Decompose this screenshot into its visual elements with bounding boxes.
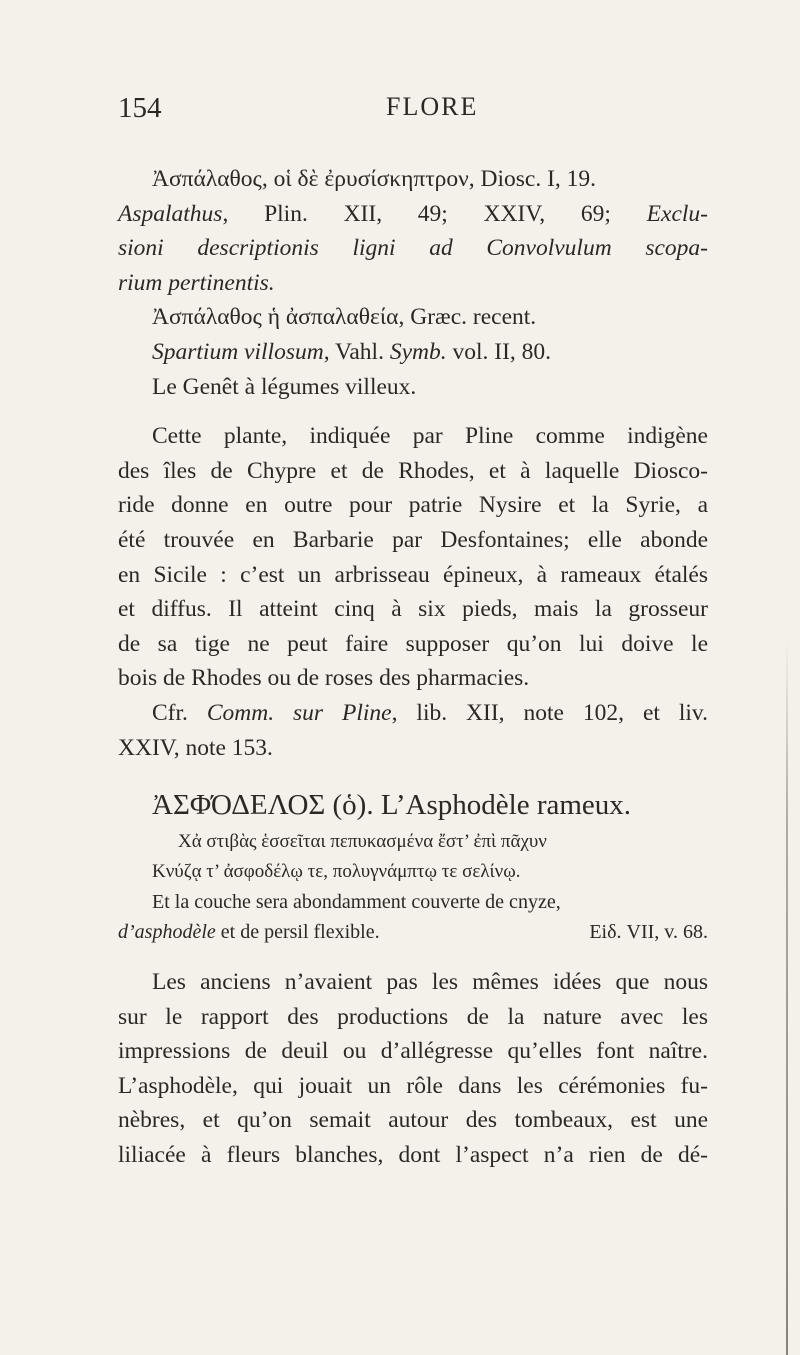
- paragraph-line: Cfr. Comm. sur Pline, lib. XII, note 102, et liv.: [152, 699, 709, 726]
- paragraph-line: Les anciens n’avaient pas les mêmes idées que nous: [152, 969, 708, 996]
- paragraph-line: L’asphodèle, qui jouait un rôle dans les cérémonies fu-: [118, 1072, 708, 1099]
- verse-citation: Eiδ. VII, v. 68.: [589, 921, 708, 944]
- reference-title: Symb.: [389, 338, 447, 365]
- synonym-line: [118, 197, 708, 232]
- page-body: [118, 162, 708, 1173]
- paragraph-line: été trouvée en Barbarie par Desfontaines; elle abonde: [118, 526, 708, 553]
- paragraph-line: des îles de Chypre et de Rhodes, et à laquelle Diosco-: [118, 457, 708, 484]
- verse-quotation: [118, 827, 708, 947]
- synonym-line: [118, 335, 708, 370]
- synonym-line: Ἀσπάλαθος, οἱ δὲ ἐρυσίσκηπτρον, Diosc. I, 19.: [152, 166, 597, 192]
- paragraph-line: ride donne en outre pour patrie Nysire et la Syrie, a: [118, 492, 708, 519]
- reference: , Vahl.: [323, 338, 390, 365]
- translation-term: d’asphodèle: [118, 921, 216, 944]
- reference: vol. II, 80.: [446, 338, 552, 365]
- paragraph-line: nèbres, et qu’on semait autour des tombeaux, est une: [118, 1107, 708, 1134]
- synonym-line: Ἀσπάλαθος ἡ ἀσπαλαθεία, Græc. recent.: [152, 304, 537, 331]
- latin-text: Exclu-: [646, 200, 708, 227]
- translation-line: Et la couche sera abondamment couverte de cnyze,: [152, 891, 561, 914]
- paragraph-line: en Sicile : c’est un arbrisseau épineux, à rameaux étalés: [118, 561, 708, 588]
- greek-verse-line: Κνύζᾳ τ’ ἀσφοδέλῳ τε, πολυγνάμπτῳ τε σελίνῳ.: [152, 861, 521, 883]
- binding-edge-shadow: [786, 640, 788, 1355]
- reference: , Plin. XII, 49; XXIV, 69;: [222, 200, 647, 227]
- paragraph-line: impressions de deuil ou d’allégresse qu’elles font naître.: [118, 1038, 708, 1065]
- paragraph-line: bois de Rhodes ou de roses des pharmacies.: [118, 665, 530, 692]
- translation-line: d’asphodèle et de persil flexible. Eiδ. VII, v. 68.: [118, 917, 708, 947]
- paragraph: [118, 965, 708, 1173]
- section-heading: ἈΣΦΌΔΕΛΟΣ (ὁ). L’Asphodèle rameux.: [152, 789, 632, 822]
- reference-title: Comm. sur Pline: [206, 699, 392, 726]
- paragraph-line: sur le rapport des productions de la nature avec les: [118, 1003, 708, 1030]
- paragraph-line: de sa tige ne peut faire supposer qu’on lui doive le: [118, 630, 708, 657]
- paragraph-line: XXIV, note 153.: [118, 734, 273, 761]
- cross-reference: [118, 696, 708, 765]
- running-head: FLORE: [386, 92, 479, 121]
- synonymy-block: [118, 162, 708, 404]
- synonym-line: sioni descriptionis ligni ad Convolvulum scopa-: [118, 235, 708, 262]
- page-number: 154: [118, 92, 162, 124]
- paragraph-line: et diffus. Il atteint cinq à six pieds, mais la grosseur: [118, 596, 708, 623]
- greek-verse-line: Χἀ στιβὰς ἑσσεῖται πεπυκασμένα ἔστ’ ἐπὶ πᾶχυν: [178, 831, 547, 853]
- paragraph-line: liliacée à fleurs blanches, dont l’aspect n’a rien de dé-: [118, 1142, 708, 1169]
- paragraph-line: Cette plante, indiquée par Pline comme indigène: [152, 423, 708, 450]
- paragraph: [118, 419, 708, 696]
- synonym-line: Le Genêt à légumes villeux.: [152, 373, 417, 400]
- latin-name: Aspalathus: [118, 200, 223, 227]
- page-header: [118, 92, 718, 132]
- latin-name: Spartium villosum: [152, 338, 324, 365]
- synonym-line: rium pertinentis.: [118, 269, 275, 296]
